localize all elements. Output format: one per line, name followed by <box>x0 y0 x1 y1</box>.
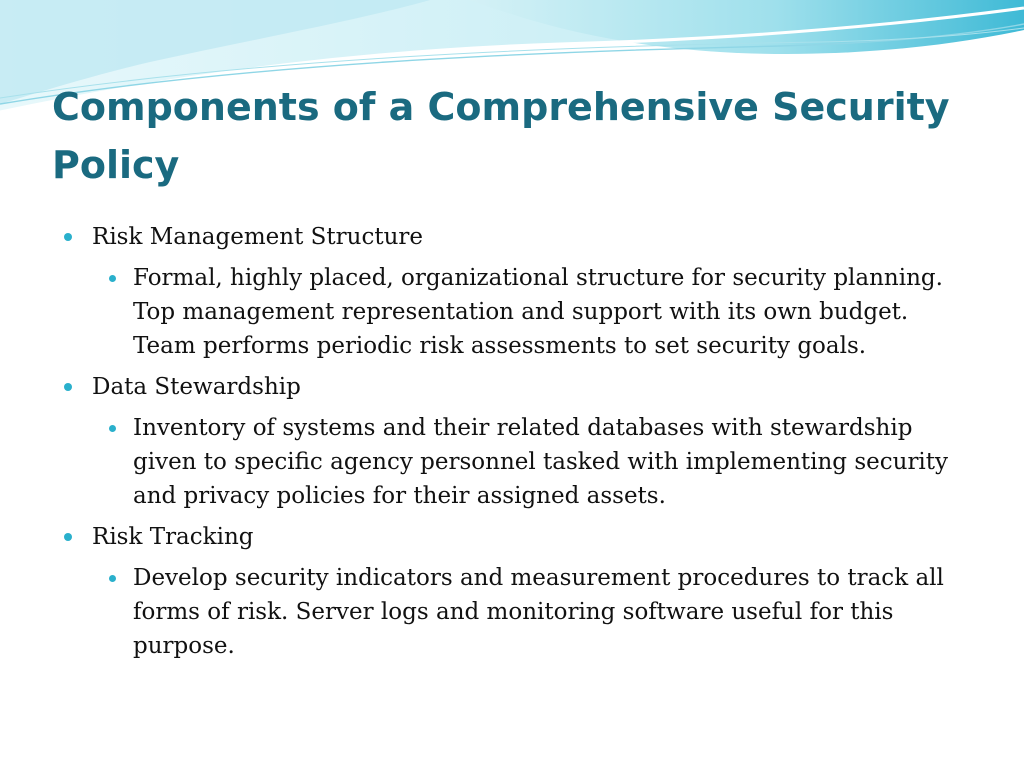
bullet-dot-icon <box>64 533 72 541</box>
bullet-text: Risk Management Structure <box>92 224 423 250</box>
sub-bullet-dot-icon <box>109 425 116 432</box>
sub-bullet-text: Inventory of systems and their related databases with stewardship given to specific agency personnel tasked with implementing security and privacy policies for their assigned assets. <box>133 415 949 509</box>
bullet-dot-icon <box>64 233 72 241</box>
bullet-item <box>0 370 1024 404</box>
sub-bullet-item <box>0 411 1024 513</box>
sub-bullet-item <box>0 561 1024 663</box>
bullet-item <box>0 520 1024 554</box>
sub-bullet-text: Formal, highly placed, organizational structure for security planning. Top management representation and support with its own budget. Team performs periodic risk assessments to set security goals. <box>133 265 943 359</box>
sub-bullet-text: Develop security indicators and measurement procedures to track all forms of risk. Server logs and monitoring software useful for this purpose. <box>133 565 944 659</box>
slide-title: Components of a Comprehensive Security Policy <box>52 85 950 187</box>
bullet-text: Risk Tracking <box>92 524 254 550</box>
bullet-item <box>0 220 1024 254</box>
bullet-dot-icon <box>64 383 72 391</box>
sub-bullet-dot-icon <box>109 575 116 582</box>
bullet-list <box>0 220 1024 663</box>
sub-bullet-item <box>0 261 1024 363</box>
bullet-text: Data Stewardship <box>92 374 301 400</box>
sub-bullet-dot-icon <box>109 275 116 282</box>
